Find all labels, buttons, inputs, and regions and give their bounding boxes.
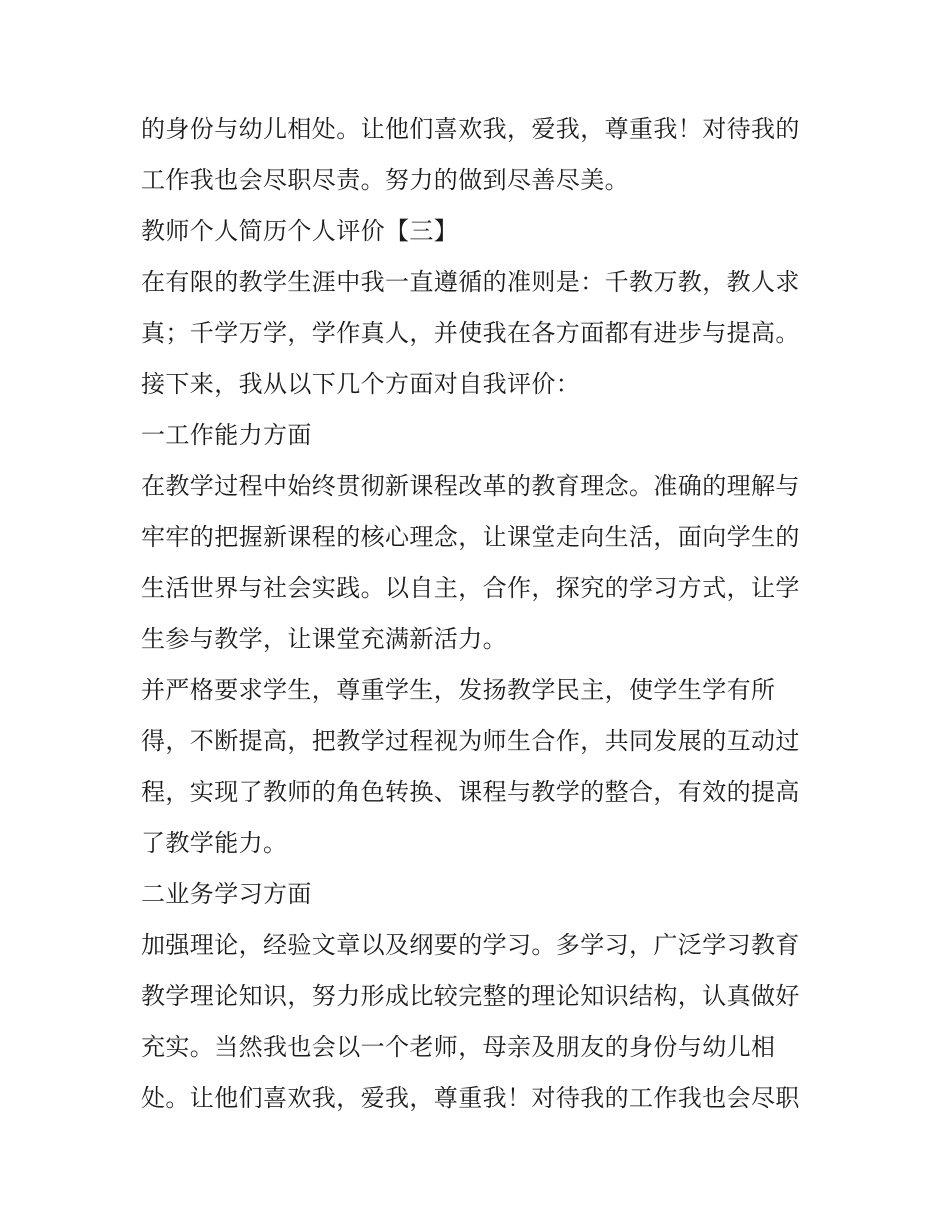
text-line: 工作我也会尽职尽责。努力的做到尽善尽美。 [141, 166, 629, 194]
subsection-heading: 一工作能力方面 [141, 421, 312, 449]
subsection-heading: 二业务学习方面 [141, 880, 312, 908]
text-line: 教学理论知识，努力形成比较完整的理论知识结构，认真做好 [141, 982, 800, 1010]
text-line: 生参与教学，让课堂充满新活力。 [141, 625, 507, 653]
text-line: 牢牢的把握新课程的核心理念，让课堂走向生活，面向学生的 [141, 523, 800, 551]
text-line: 程，实现了教师的角色转换、课程与教学的整合，有效的提高 [141, 778, 800, 806]
text-line: 并严格要求学生，尊重学生，发扬教学民主，使学生学有所 [141, 676, 776, 704]
text-line: 处。让他们喜欢我，爱我，尊重我！对待我的工作我也会尽职 [141, 1084, 800, 1112]
document-body [141, 104, 821, 1124]
text-line: 了教学能力。 [141, 829, 288, 857]
text-line: 在教学过程中始终贯彻新课程改革的教育理念。准确的理解与 [141, 472, 800, 500]
text-line: 在有限的教学生涯中我一直遵循的准则是：千教万教，教人求 [141, 268, 800, 296]
text-line: 充实。当然我也会以一个老师，母亲及朋友的身份与幼儿相 [141, 1033, 776, 1061]
section-heading: 教师个人简历个人评价【三】 [141, 217, 459, 245]
text-line: 得，不断提高，把教学过程视为师生合作，共同发展的互动过 [141, 727, 800, 755]
text-line: 的身份与幼儿相处。让他们喜欢我，爱我，尊重我！对待我的 [141, 115, 800, 143]
text-line: 真；千学万学，学作真人，并使我在各方面都有进步与提高。 [141, 319, 800, 347]
text-line: 生活世界与社会实践。以自主，合作，探究的学习方式，让学 [141, 574, 800, 602]
text-line: 接下来，我从以下几个方面对自我评价： [141, 370, 581, 398]
text-line: 加强理论，经验文章以及纲要的学习。多学习，广泛学习教育 [141, 931, 800, 959]
